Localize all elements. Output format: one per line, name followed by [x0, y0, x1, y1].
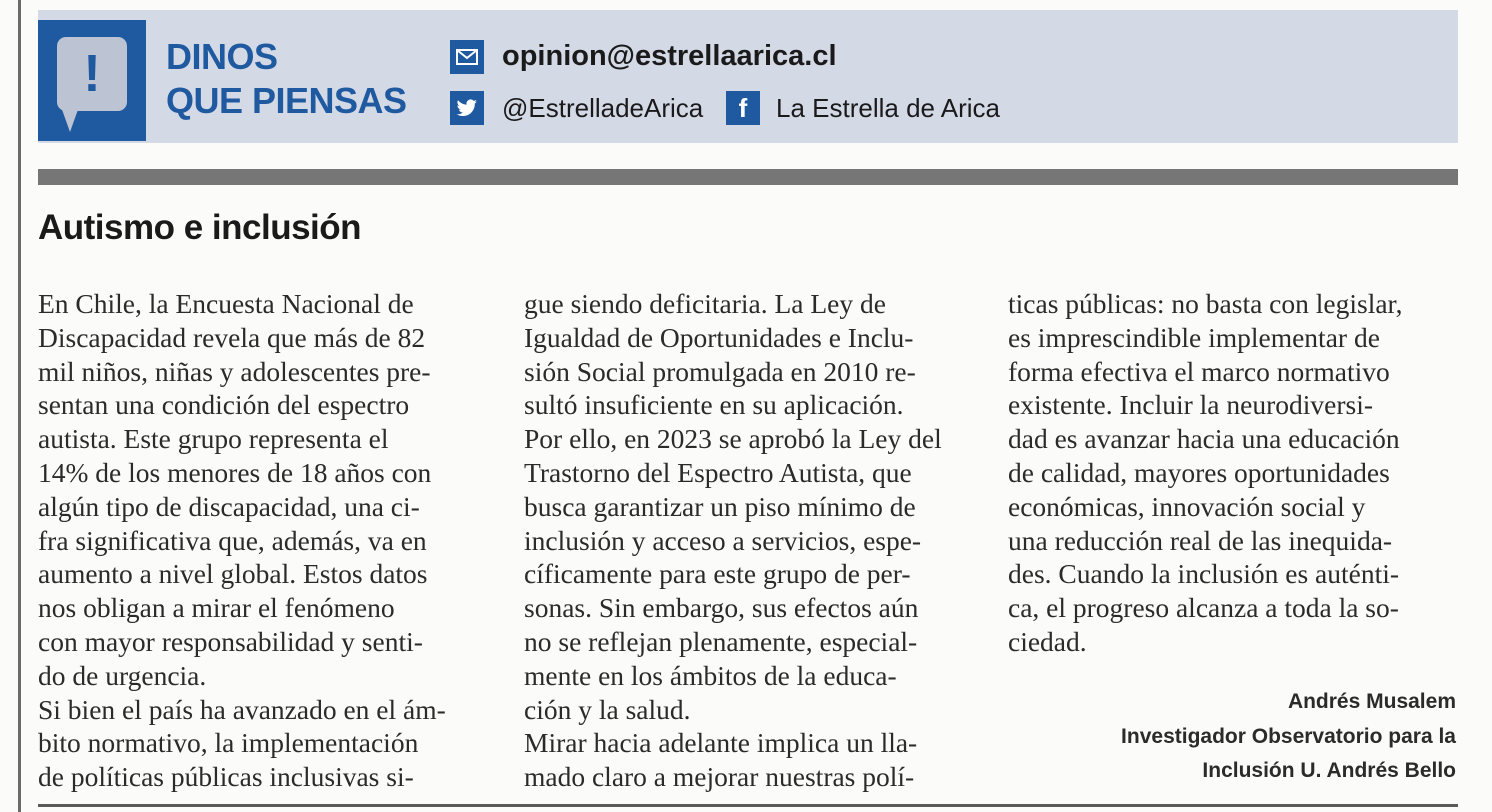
text-line: bito normativo, la implementación — [38, 727, 419, 759]
text-line: es imprescindible implementar de — [1008, 321, 1380, 353]
text-line: mado claro a mejorar nuestras polí- — [524, 761, 915, 793]
text-line: mente en los ámbitos de la educa- — [524, 659, 897, 691]
text-line: gue siendo deficitaria. La Ley de — [524, 288, 886, 319]
text-line: no se reflejan plenamente, especial- — [524, 625, 918, 657]
text-line: nos obligan a mirar el fenómeno — [38, 592, 395, 624]
text-line: con mayor responsabilidad y senti- — [38, 625, 423, 657]
twitter-handle-link[interactable]: @EstrelladeArica — [502, 93, 704, 123]
text-line: busca garantizar un piso mínimo de — [524, 490, 916, 522]
author-role-line2: Inclusión U. Andrés Bello — [1202, 759, 1456, 782]
text-line: cíficamente para este grupo de per- — [524, 558, 911, 590]
text-line: sentan una condición del espectro — [38, 389, 410, 421]
text-line: Igualdad de Oportunidades e Inclu- — [524, 321, 914, 353]
text-line: de políticas públicas inclusivas si- — [38, 761, 414, 793]
text-line: En Chile, la Encuesta Nacional de — [38, 288, 414, 319]
page-margin-rule — [18, 0, 21, 812]
text-line: aumento a nivel global. Estos datos — [38, 558, 428, 590]
text-line: existente. Incluir la neurodiversi- — [1008, 389, 1374, 421]
text-line: sultó insuficiente en su aplicación. — [524, 389, 904, 421]
text-line: Si bien el país ha avanzado en el ám- — [38, 693, 446, 725]
text-line: forma efectiva el marco normativo — [1008, 355, 1390, 387]
text-line: do de urgencia. — [38, 659, 207, 691]
opinion-banner — [38, 10, 1458, 143]
section-divider — [38, 169, 1458, 185]
text-line: Por ello, en 2023 se aprobó la Ley del — [524, 423, 942, 455]
text-line: sión Social promulgada en 2010 re- — [524, 355, 916, 387]
facebook-page-link[interactable]: La Estrella de Arica — [776, 93, 1001, 123]
exclamation-icon: ! — [83, 45, 101, 103]
text-line: Discapacidad revela que más de 82 — [38, 321, 426, 353]
text-line: dad es avanzar hacia una educación — [1008, 423, 1400, 455]
text-line: Trastorno del Espectro Autista, que — [524, 456, 912, 488]
text-line: económicas, innovación social y — [1008, 490, 1366, 522]
author-role-line1: Investigador Observatorio para la — [1121, 725, 1456, 748]
article-column-3 — [1008, 287, 1458, 659]
article-column-1 — [38, 287, 488, 794]
article-headline: Autismo e inclusión — [38, 208, 362, 247]
section-logo — [38, 20, 146, 141]
text-line: ción y la salud. — [524, 693, 691, 725]
twitter-icon — [450, 91, 484, 125]
text-line: mil niños, niñas y adolescentes pre- — [38, 355, 431, 387]
text-line: ca, el progreso alcanza a toda la so- — [1008, 592, 1399, 624]
text-line: inclusión y acceso a servicios, espe- — [524, 524, 922, 556]
text-line: de calidad, mayores oportunidades — [1008, 456, 1390, 488]
text-line: 14% de los menores de 18 años con — [38, 456, 432, 488]
bottom-divider — [38, 804, 1458, 807]
email-link[interactable]: opinion@estrellaarica.cl — [502, 40, 837, 72]
text-line: des. Cuando la inclusión es auténti- — [1008, 558, 1400, 590]
text-line: ticas públicas: no basta con legislar, — [1008, 288, 1403, 319]
text-line: autista. Este grupo representa el — [38, 423, 389, 455]
section-title-line2: QUE PIENSAS — [166, 80, 407, 121]
text-line: fra significativa que, además, va en — [38, 524, 427, 556]
section-title-line1: DINOS — [166, 36, 278, 77]
text-line: Mirar hacia adelante implica un lla- — [524, 727, 918, 759]
article-column-2 — [524, 287, 974, 794]
text-line: ciedad. — [1008, 625, 1087, 657]
text-line: una reducción real de las inequida- — [1008, 524, 1393, 556]
mail-icon — [450, 40, 484, 74]
author-name: Andrés Musalem — [1287, 690, 1456, 713]
text-line: sonas. Sin embargo, sus efectos aún — [524, 592, 919, 624]
text-line: algún tipo de discapacidad, una ci- — [38, 490, 420, 522]
facebook-icon: f — [726, 91, 760, 125]
